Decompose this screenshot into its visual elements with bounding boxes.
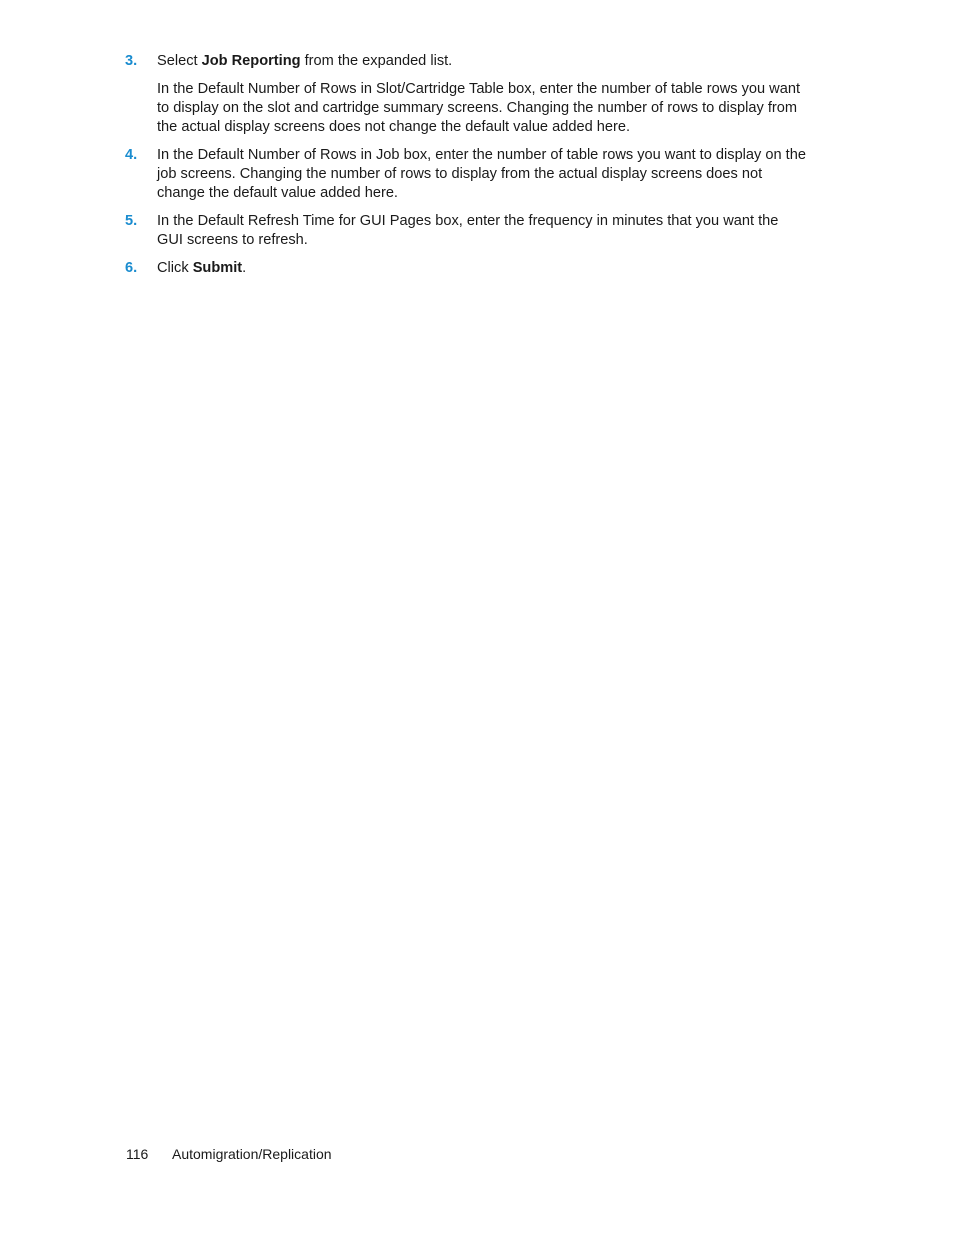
step-detail: In the Default Number of Rows in Slot/Cartridge Table box, enter the number of table rows you want to display on the slot and cartridge summary screens. Changing the number of rows to display from the actual display screens does not change the default value added here. [157, 81, 801, 135]
step-number: 6. [125, 260, 138, 276]
step-4 [125, 146, 807, 203]
step-number: 3. [125, 53, 138, 69]
section-title: Automigration/Replication [172, 1146, 332, 1162]
job-reporting-term: Job Reporting [201, 53, 301, 69]
step-number: 5. [125, 213, 138, 229]
step-3 [125, 52, 807, 137]
page-footer [126, 1145, 332, 1163]
step-text: In the Default Refresh Time for GUI Pages box, enter the frequency in minutes that you want the GUI screens to refresh. [157, 213, 779, 248]
step-text: Click Submit. [157, 260, 247, 276]
step-number: 4. [125, 147, 138, 163]
step-6 [125, 259, 807, 278]
step-text: In the Default Number of Rows in Job box, enter the number of table rows you want to display on the job screens. Changing the number of rows to display from the actual display screens does not change the default value added here. [157, 147, 806, 201]
step-text: Select Job Reporting from the expanded list. [157, 53, 453, 69]
step-5 [125, 212, 807, 250]
page-number: 116 [126, 1146, 149, 1162]
submit-term: Submit [192, 260, 243, 276]
document-body [0, 52, 954, 278]
